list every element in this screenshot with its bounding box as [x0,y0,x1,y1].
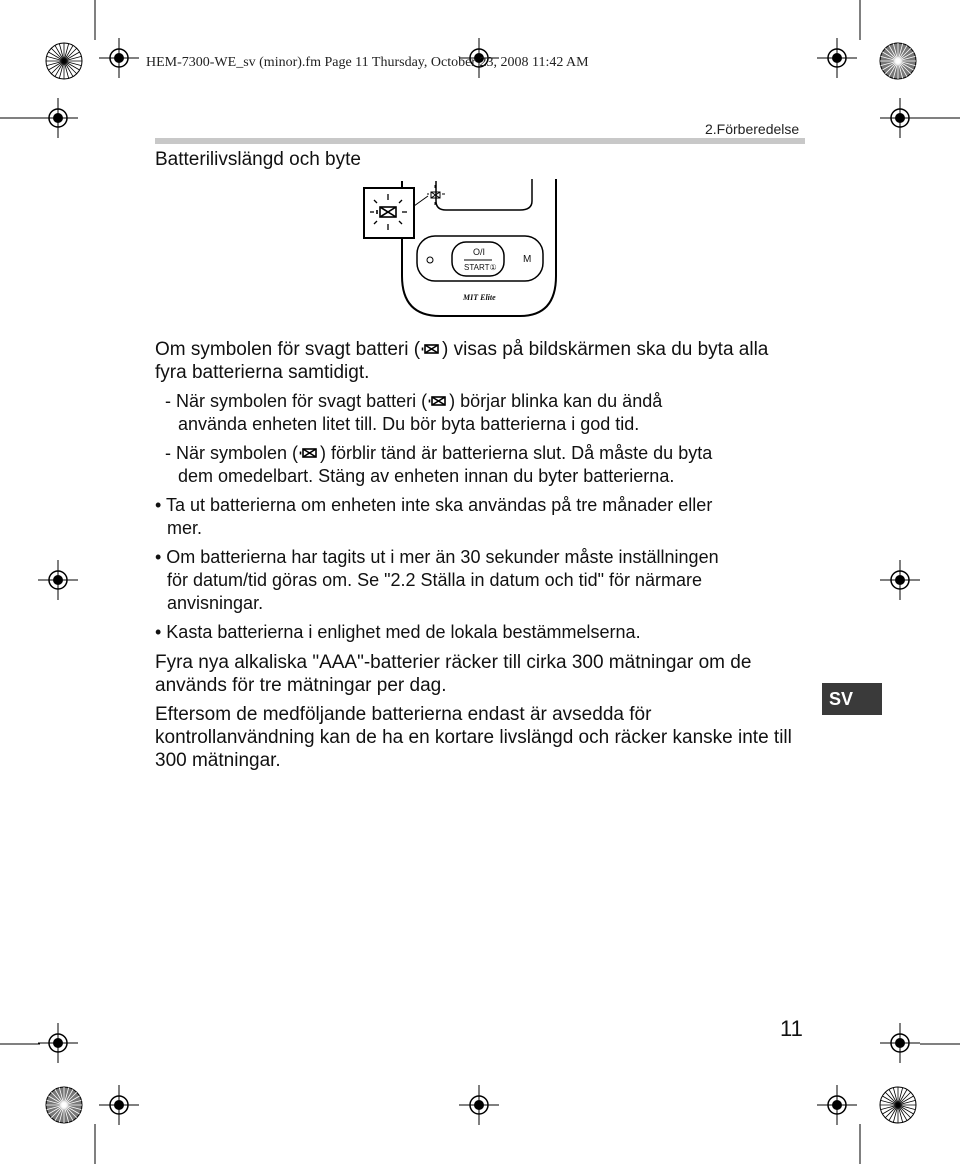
registration-mark-icon [99,38,139,78]
registration-mark-icon [880,560,920,600]
page-number: 11 [780,1016,803,1041]
memory-button-label: M [523,254,532,265]
start-button-label: START① [464,263,497,272]
registration-mark-icon [817,38,857,78]
starburst-target-icon [44,1085,84,1125]
intro-text-part1: Om symbolen för svagt batteri ( [155,339,421,360]
battery-life-paragraph: Fyra nya alkaliska "AAA"-batterier räcker till cirka 300 mätningar om de används för tre mätningar per dag. [155,652,752,696]
header-rule [155,138,805,144]
page-title: Batterilivslängd och byte [155,149,361,170]
section-label: 2.Förberedelse [705,121,800,137]
intro-text-part2: ) visas på bildskärmen ska du byta alla fyra batterierna samtidigt. [155,339,769,383]
dash1-text-part2: ) börjar blinka kan du ändå [449,391,663,411]
registration-mark-icon [38,560,78,600]
starburst-target-icon [878,1085,918,1125]
bullet-item-3: • Kasta batterierna i enlighet med de lokala bestämmelserna. [155,622,641,642]
battery-low-icon [427,392,449,410]
intro-paragraph [155,338,805,384]
dash1-text-part1: - När symbolen för svagt batteri ( [165,391,428,411]
dash-item-steady [165,442,712,465]
dash-item-blinking [165,390,662,413]
registration-mark-icon [459,1085,499,1125]
supplied-batteries-paragraph: Eftersom de medföljande batterierna endast är avsedda för kontrollanvändning kan de ha en kortare livslängd och räcker kanske inte till 300 mätningar. [155,704,792,771]
registration-mark-icon [817,1085,857,1125]
dash-item-blinking-line2: använda enheten litet till. Du bör byta batterierna i god tid. [178,414,640,434]
dash-item-steady-line2: dem omedelbart. Stäng av enheten innan du byter batterierna. [178,466,675,486]
bullet-item-1-line2: mer. [167,518,203,538]
registration-mark-icon [38,1023,78,1063]
battery-low-icon [298,444,320,462]
registration-mark-icon [99,1085,139,1125]
starburst-target-icon [44,41,84,81]
bullet-item-2-line2: för datum/tid göras om. Se "2.2 Ställa in datum och tid" för närmare [167,570,703,590]
registration-mark-icon [880,1023,920,1063]
registration-mark-icon [880,98,920,138]
battery-low-icon [420,340,442,358]
registration-mark-icon [38,98,78,138]
power-button-label: O/I [473,247,486,257]
brand-label: MIT Elite [463,293,496,302]
dash2-text-part1: - När symbolen ( [165,443,299,463]
device-illustration [360,176,560,321]
bullet-item-2: • Om batterierna har tagits ut i mer än 30 sekunder måste inställningen [155,547,719,567]
print-header: HEM-7300-WE_sv (minor).fm Page 11 Thursday, October 23, 2008 11:42 AM [146,55,589,70]
dash2-text-part2: ) förblir tänd är batterierna slut. Då måste du byta [320,443,713,463]
bullet-item-2-line3: anvisningar. [167,593,264,613]
bullet-item-1: • Ta ut batterierna om enheten inte ska användas på tre månader eller [155,495,713,515]
language-tab: SV [822,683,882,715]
starburst-target-icon [878,41,918,81]
